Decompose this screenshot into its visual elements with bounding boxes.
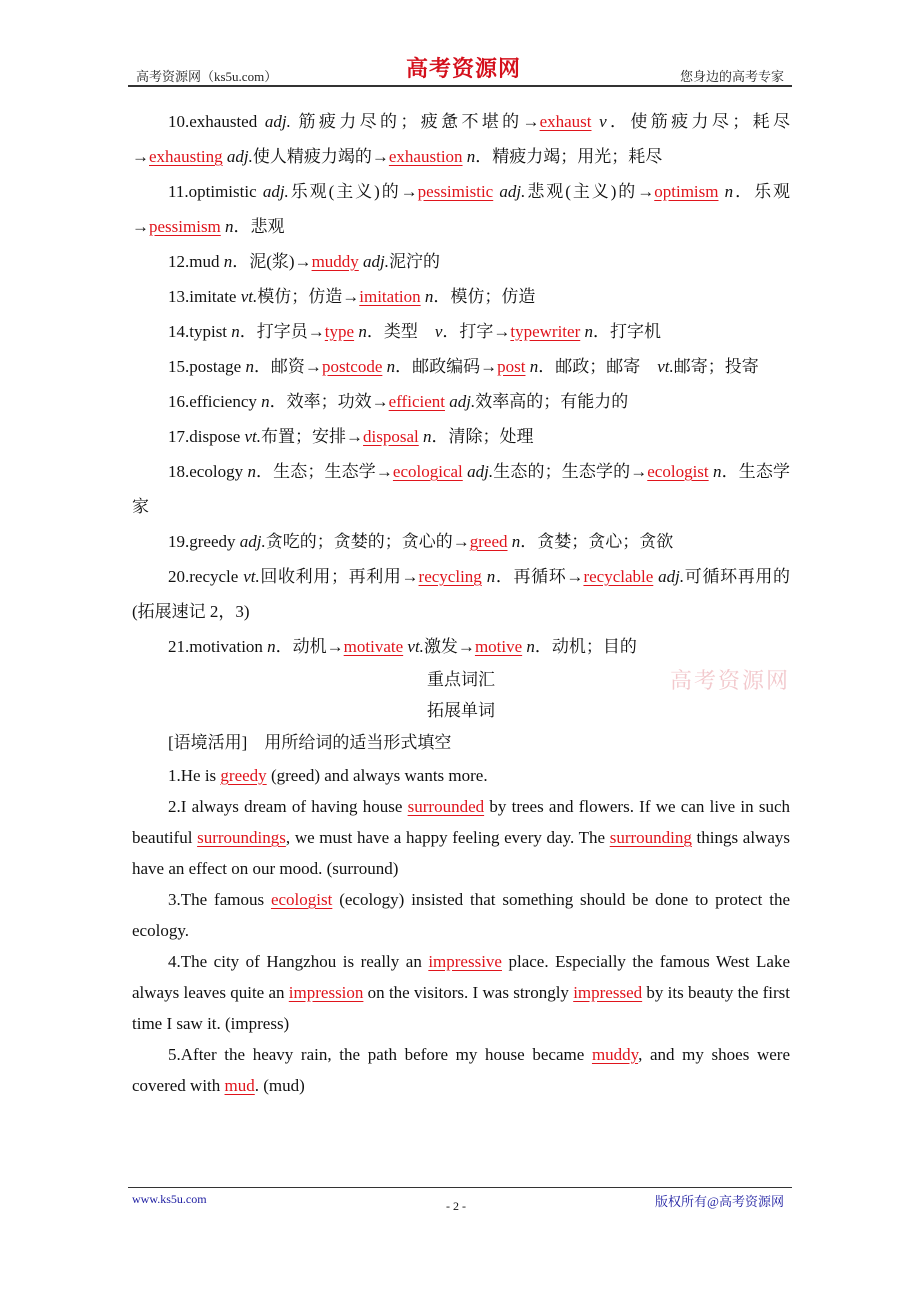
section-heading: 重点词汇 (427, 670, 495, 689)
text-segment: ．邮资→ (253, 357, 322, 376)
answer-text: postcode (321, 357, 383, 376)
text-segment: ．清除；处理 (431, 427, 534, 446)
part-of-speech: adj. (444, 392, 476, 411)
answer-text: optimism (654, 182, 719, 201)
answer-text: pessimism (149, 217, 221, 236)
text-segment: ．悲观 (233, 217, 285, 236)
exercise-section (132, 726, 790, 1101)
vocab-item (132, 349, 790, 384)
watermark: 高考资源网 (669, 668, 790, 693)
part-of-speech: n (220, 217, 234, 236)
text-segment: 19.greedy (168, 532, 240, 551)
answer-text: post (497, 357, 526, 376)
exercise-item (132, 1039, 790, 1101)
text-segment: place. Especially the famous West Lake always leaves quite an (132, 952, 790, 1002)
part-of-speech: vt. (403, 637, 424, 656)
answer-text: ecologist (647, 462, 709, 481)
part-of-speech: n (708, 462, 722, 481)
text-segment: 布置；安排→ (261, 427, 364, 446)
text-segment: 13.imitate (168, 287, 241, 306)
part-of-speech: n (267, 637, 276, 656)
text-segment: 5.After the heavy rain, the path before my house became (168, 1045, 592, 1064)
text-segment: ．打字员→ (239, 322, 325, 341)
text-segment: ．类型 (366, 322, 435, 341)
part-of-speech: n (481, 567, 496, 586)
vocab-item (132, 104, 790, 174)
answer-text: ecologist (270, 890, 333, 909)
text-segment: 21.motivation (168, 637, 268, 656)
text-segment: 邮寄；投寄 (673, 357, 759, 376)
answer-text: impressed (573, 983, 643, 1002)
text-segment: 16.efficiency (168, 392, 262, 411)
part-of-speech: adj. (239, 532, 266, 551)
text-segment: 18.ecology (168, 462, 248, 481)
answer-text: greed (469, 532, 508, 551)
vocab-item (132, 454, 790, 524)
text-segment: 生态的；生态学的→ (493, 462, 648, 481)
text-segment: on the visitors. I was strongly (363, 983, 574, 1002)
text-segment: 12.mud (168, 252, 224, 271)
heading-block (132, 664, 790, 726)
part-of-speech: n (522, 637, 535, 656)
text-segment: 激发→ (423, 637, 475, 656)
part-of-speech: vt. (244, 427, 262, 446)
part-of-speech: adj. (222, 147, 253, 166)
text-segment: , and my shoes were covered with (132, 1045, 790, 1095)
vocab-item (132, 524, 790, 559)
part-of-speech: n (418, 427, 432, 446)
answer-text: motive (474, 637, 523, 656)
part-of-speech: v (434, 322, 443, 341)
exercise-item (132, 760, 790, 791)
exercise-item (132, 791, 790, 884)
page-number: - 2 - (446, 1199, 466, 1213)
part-of-speech: adj. (653, 567, 685, 586)
answer-text: imitation (359, 287, 421, 306)
text-segment: ．邮政；邮寄 (538, 357, 658, 376)
vocab-item (132, 559, 790, 629)
text-segment: 10.exhausted (168, 112, 265, 131)
text-segment: 3.The famous (168, 890, 271, 909)
text-segment: ．再循环→ (495, 567, 584, 586)
answer-text: disposal (363, 427, 419, 446)
text-segment: ．乐观→ (132, 182, 791, 236)
part-of-speech: adj. (264, 112, 291, 131)
text-segment: 2.I always dream of having house (168, 797, 408, 816)
text-segment: 泥泞的 (389, 252, 441, 271)
answer-text: surrounding (609, 828, 692, 847)
text-segment: 筋疲力尽的；疲惫不堪的→ (290, 112, 540, 131)
exercise-item (132, 884, 790, 946)
text-segment: , we must have a happy feeling every day. The (285, 828, 610, 847)
text-segment: ．生态；生态学→ (255, 462, 393, 481)
answer-text: motivate (343, 637, 404, 656)
text-segment: 使人精疲力竭的→ (252, 147, 389, 166)
part-of-speech: n (223, 252, 233, 271)
answer-text: impressive (428, 952, 502, 971)
vocab-item (132, 384, 790, 419)
header-divider (128, 85, 792, 87)
answer-text: typewriter (510, 322, 581, 341)
footer (0, 1187, 920, 1227)
text-segment: 效率高的；有能力的 (475, 392, 629, 411)
answer-text: impression (288, 983, 364, 1002)
vocab-item (132, 174, 790, 244)
footer-copyright: 版权所有@高考资源网 (655, 1194, 784, 1209)
part-of-speech: n (462, 147, 476, 166)
answer-text: muddy (591, 1045, 639, 1064)
part-of-speech: n (247, 462, 256, 481)
text-segment: ．打字机 (592, 322, 661, 341)
text-segment: ．泥(浆)→ (232, 252, 312, 271)
part-of-speech: n (525, 357, 539, 376)
answer-text: recyclable (583, 567, 654, 586)
text-segment: ．生态学家 (132, 462, 791, 516)
answer-text: efficient (388, 392, 445, 411)
answer-text: exhausting (149, 147, 223, 166)
vocab-item (132, 419, 790, 454)
text-segment: (ecology) insisted that something should be done to protect the ecology. (132, 890, 790, 940)
text-segment: 回收利用；再利用→ (259, 567, 419, 586)
part-of-speech: n (718, 182, 734, 201)
vocab-item (132, 629, 790, 664)
text-segment: 乐观(主义)的→ (288, 182, 418, 201)
text-segment: ．动机→ (275, 637, 344, 656)
document-body (132, 104, 790, 1101)
text-segment: ．模仿；仿造 (433, 287, 536, 306)
text-segment: ．使筋疲力尽；耗尽→ (132, 112, 791, 166)
part-of-speech: n (382, 357, 396, 376)
text-segment: 17.dispose (168, 427, 245, 446)
text-segment: 贪吃的；贪婪的；贪心的→ (265, 532, 470, 551)
answer-text: surrounded (407, 797, 485, 816)
exercise-title: [语境活用] 用所给词的适当形式填空 (168, 733, 452, 752)
text-segment: ．打字→ (442, 322, 511, 341)
answer-text: exhaust (539, 112, 592, 131)
vocab-list (132, 104, 790, 664)
footer-url[interactable]: www.ks5u.com (132, 1192, 207, 1206)
text-segment: ．动机；目的 (534, 637, 637, 656)
text-segment: 20.recycle (168, 567, 244, 586)
part-of-speech: adj. (462, 462, 494, 481)
text-segment: 15.postage (168, 357, 246, 376)
answer-text: exhaustion (388, 147, 463, 166)
text-segment: 14.typist (168, 322, 232, 341)
part-of-speech: n (354, 322, 367, 341)
text-segment: 悲观(主义)的→ (525, 182, 655, 201)
answer-text: ecological (392, 462, 463, 481)
part-of-speech: n (261, 392, 270, 411)
text-segment: 11.optimistic (168, 182, 263, 201)
part-of-speech: vt. (240, 287, 258, 306)
header-site-name: 高考资源网（ks5u.com） (136, 69, 278, 84)
answer-text: recycling (418, 567, 482, 586)
part-of-speech: v (591, 112, 607, 131)
header-slogan: 您身边的高考专家 (679, 69, 784, 84)
text-segment: things always have an effect on our mood. (surround) (132, 828, 790, 878)
vocab-item (132, 244, 790, 279)
header-logo: 高考资源网 (406, 56, 522, 81)
footer-divider (128, 1187, 792, 1188)
answer-text: surroundings (197, 828, 286, 847)
section-subheading: 拓展单词 (427, 701, 495, 720)
part-of-speech: adj. (358, 252, 390, 271)
part-of-speech: n (420, 287, 434, 306)
part-of-speech: vt. (243, 567, 260, 586)
exercise-list (132, 760, 790, 1101)
part-of-speech: n (507, 532, 521, 551)
text-segment: by trees and flowers. If we can live in such beautiful (132, 797, 790, 847)
text-segment: (greed) and always wants more. (266, 766, 488, 785)
answer-text: greedy (220, 766, 267, 785)
text-segment: ．效率；功效→ (269, 392, 389, 411)
vocab-item (132, 279, 790, 314)
vocab-item (132, 314, 790, 349)
text-segment: . (mud) (254, 1076, 305, 1095)
part-of-speech: n (231, 322, 240, 341)
text-segment: 1.He is (168, 766, 221, 785)
answer-text: mud (224, 1076, 255, 1095)
text-segment: ．邮政编码→ (395, 357, 498, 376)
part-of-speech: n (245, 357, 254, 376)
part-of-speech: n (580, 322, 593, 341)
text-segment: by its beauty the first time I saw it. (impress) (132, 983, 791, 1033)
part-of-speech: adj. (493, 182, 526, 201)
answer-text: muddy (311, 252, 359, 271)
answer-text: type (324, 322, 355, 341)
text-segment: 4.The city of Hangzhou is really an (168, 952, 429, 971)
text-segment: 模仿；仿造→ (257, 287, 360, 306)
part-of-speech: adj. (262, 182, 289, 201)
text-segment: ．贪婪；贪心；贪欲 (520, 532, 674, 551)
answer-text: pessimistic (417, 182, 494, 201)
part-of-speech: vt. (657, 357, 674, 376)
text-segment: 可循环再用的(拓展速记 2，3) (132, 567, 791, 621)
text-segment: ．精疲力竭；用光；耗尽 (475, 147, 663, 166)
exercise-item (132, 946, 790, 1039)
